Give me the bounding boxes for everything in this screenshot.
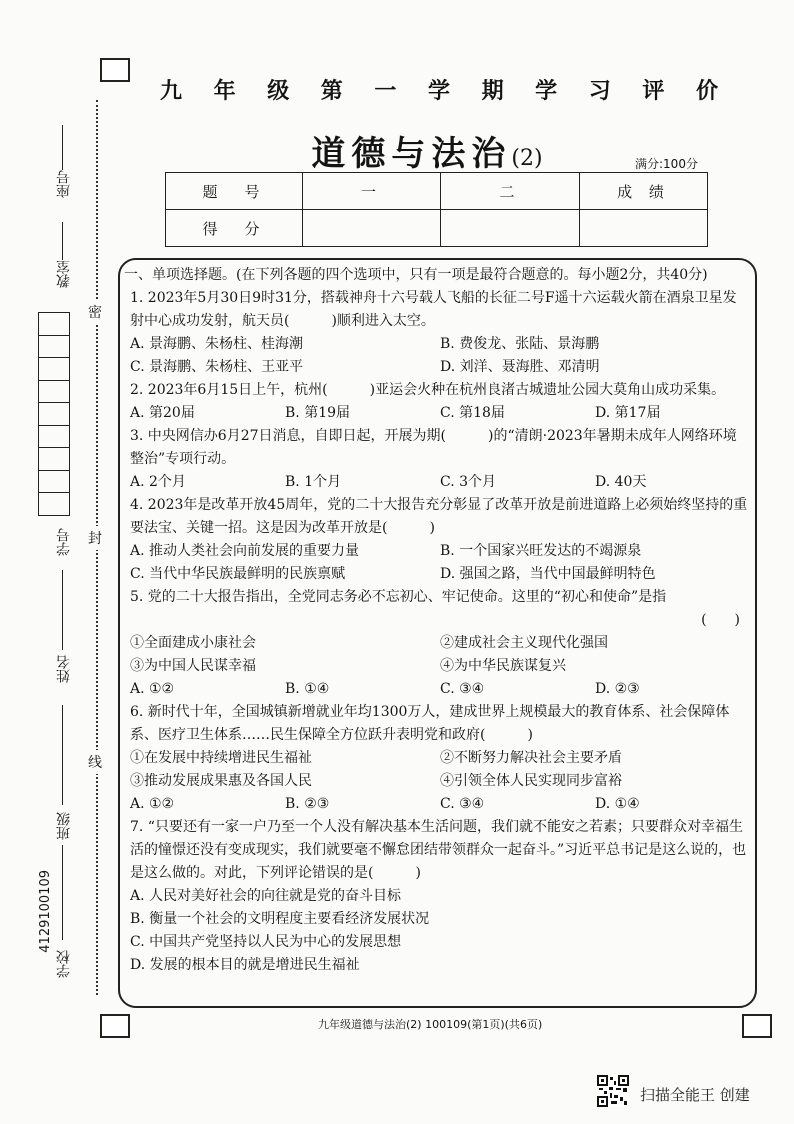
option-c[interactable]: C. 当代中华民族最鲜明的民族禀赋 [130,566,346,582]
score-header: 二 [441,173,580,210]
seal-char-mi: 密 [88,300,102,324]
question-5-paren: ( ) [701,612,740,628]
question-5-stem: 5. 党的二十大报告指出，全党同志务必不忘初心、牢记使命。这里的“初心和使命”是指 [130,589,667,605]
option-a[interactable]: A. 2个月 [130,474,186,490]
section-heading: 一、单项选择题。(在下列各题的四个选项中，只有一项是最符合题意的。每小题2分，共40分) [124,267,708,283]
name-blank[interactable] [62,570,63,650]
option-b[interactable]: B. 1个月 [285,474,342,490]
question-2-stem: 2. 2023年6月15日上午，杭州( )亚运会火种在杭州良渚古城遗址公园大莫角山成功采集。 [130,382,726,398]
question-6-items [130,747,750,793]
student-number-grid[interactable] [38,312,70,516]
question-content [124,264,750,977]
registration-mark [100,1014,130,1038]
option-d[interactable]: D. 发展的根本目的就是增进民生福祉 [130,957,360,973]
statement-2: ②不断努力解决社会主要矛盾 [440,750,622,766]
option-b[interactable]: B. 第19届 [285,405,351,421]
option-a[interactable]: A. 人民对美好社会的向往就是党的奋斗目标 [130,888,402,904]
option-c[interactable]: C. 第18届 [440,405,505,421]
student-no-label: 学号 [56,528,72,556]
option-d[interactable]: D. ①④ [595,796,640,812]
option-a[interactable]: A. ①② [130,796,175,812]
grade-title: 九 年 级 第 一 学 期 学 习 评 价 [160,78,720,104]
question-1-options [130,333,750,379]
score-header: 成 绩 [580,173,708,210]
school-blank[interactable] [62,845,63,940]
option-b[interactable]: B. 一个国家兴旺发达的不竭源泉 [440,543,642,559]
score-cell[interactable] [441,210,580,247]
statement-4: ④引领全体人民实现同步富裕 [440,773,622,789]
option-c[interactable]: C. 3个月 [440,474,497,490]
option-d[interactable]: D. 刘洋、聂海胜、邓清明 [440,359,600,375]
question-6-options [130,793,750,816]
score-cell[interactable] [580,210,708,247]
full-score: 满分:100分 [635,157,698,171]
registration-mark [100,58,130,82]
option-b[interactable]: B. ①④ [285,681,330,697]
option-b[interactable]: B. ②③ [285,796,330,812]
question-2-options [130,402,750,425]
question-5-items [130,632,750,678]
score-row-label: 得 分 [166,210,303,247]
page-code: 4129100109 [38,870,53,953]
option-a[interactable]: A. ①② [130,681,175,697]
seal-char-feng: 封 [88,526,102,550]
option-a[interactable]: A. 第20届 [130,405,195,421]
option-c[interactable]: C. ③④ [440,796,485,812]
score-table [165,172,708,247]
subject-title: 道德与法治(2) [311,134,543,174]
scanner-brand: 扫描全能王 创建 [640,1086,750,1104]
question-7-stem: 7. “只要还有一家一户乃至一个人没有解决基本生活问题，我们就不能安之若素；只要群众对幸福生活的憧憬还没有变成现实，我们就要毫不懈怠团结带领群众一起奋斗。”习近平总书记是这么说的，也是这么做的。对此，下列评论错误的是( ) [130,819,747,881]
question-4-stem: 4. 2023年是改革开放45周年，党的二十大报告充分彰显了改革开放是前进道路上必须始终坚持的重要法宝、关键一招。这是因为改革开放是( ) [130,497,748,536]
question-3-stem: 3. 中央网信办6月27日消息，自即日起，开展为期( )的“清朗·2023年暑期未成年人网络环境整治”专项行动。 [130,428,737,467]
option-c[interactable]: C. 景海鹏、朱杨柱、王亚平 [130,359,304,375]
option-a[interactable]: A. 景海鹏、朱杨柱、桂海潮 [130,336,304,352]
option-d[interactable]: D. 40天 [595,474,647,490]
question-1-stem: 1. 2023年5月30日9时31分，搭载神舟十六号载人飞船的长征二号F遥十六运载火箭在酒泉卫星发射中心成功发射，航天员( )顺利进入太空。 [130,290,737,329]
option-a[interactable]: A. 推动人类社会向前发展的重要力量 [130,543,360,559]
option-d[interactable]: D. 强国之路，当代中国最鲜明特色 [440,566,656,582]
school-label: 学校 [56,950,72,978]
question-6-stem: 6. 新时代十年，全国城镇新增就业年均1300万人，建成世界上规模最大的教育体系、社会保障体系、医疗卫生体系……民生保障全方位跃升表明党和政府( ) [130,704,730,743]
statement-2: ②建成社会主义现代化强国 [440,635,608,651]
question-3-options [130,471,750,494]
statement-4: ④为中华民族谋复兴 [440,658,566,674]
class-label: 班级 [56,812,72,840]
question-5-options [130,678,750,701]
question-4-options [130,540,750,586]
option-c[interactable]: C. ③④ [440,681,485,697]
score-header: 题 号 [166,173,303,210]
seal-char-xian: 线 [88,750,102,774]
qr-code-icon [597,1075,629,1107]
option-d[interactable]: D. ②③ [595,681,640,697]
option-d[interactable]: D. 第17届 [595,405,661,421]
room-blank[interactable] [62,222,63,260]
score-cell[interactable] [303,210,441,247]
statement-1: ①全面建成小康社会 [130,635,256,651]
room-label: 教室 [56,260,72,288]
registration-mark [742,1014,772,1038]
option-b[interactable]: B. 衡量一个社会的文明程度主要看经济发展状况 [130,911,430,927]
seat-label: 座号 [56,170,72,198]
question-7-options [130,885,750,977]
option-c[interactable]: C. 中国共产党坚持以人民为中心的发展思想 [130,934,402,950]
page-footer: 九年级道德与法治(2) 100109(第1页)(共6页) [318,1018,543,1031]
statement-3: ③推动发展成果惠及各国人民 [130,773,312,789]
name-label: 姓名 [56,655,72,683]
option-b[interactable]: B. 费俊龙、张陆、景海鹏 [440,336,600,352]
class-blank[interactable] [62,705,63,805]
score-header: 一 [303,173,441,210]
statement-1: ①在发展中持续增进民生福祉 [130,750,312,766]
statement-3: ③为中国人民谋幸福 [130,658,256,674]
